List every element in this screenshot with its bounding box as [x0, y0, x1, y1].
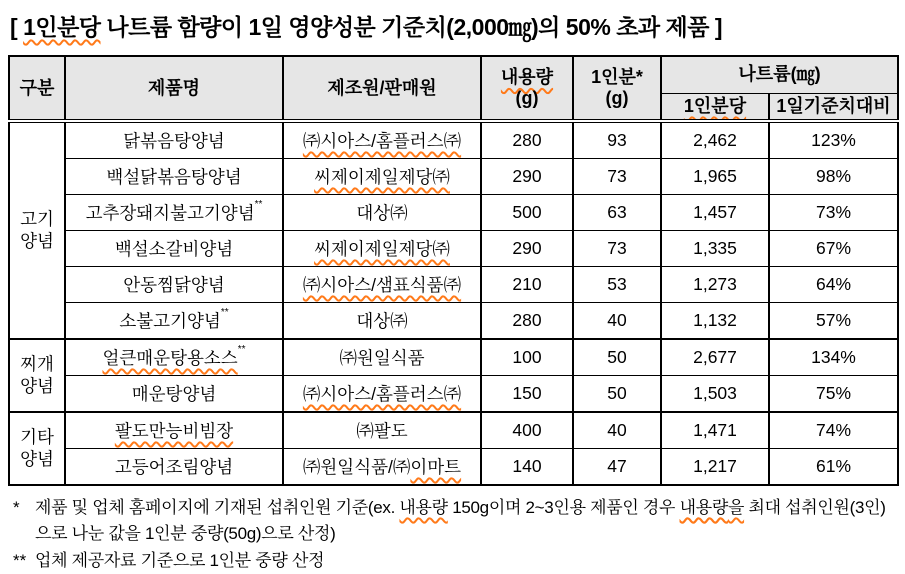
table-row: [9, 449, 898, 486]
maker-cell: 대상㈜: [283, 195, 481, 231]
table-row: [9, 121, 898, 159]
table-body: [9, 121, 898, 485]
sodium-cell: 1,471: [661, 412, 769, 449]
sodium-cell: 2,462: [661, 121, 769, 159]
table-row: [9, 376, 898, 413]
maker-cell: 대상㈜: [283, 303, 481, 340]
content-cell: 400: [481, 412, 573, 449]
serving-cell: 40: [573, 412, 661, 449]
ratio-cell: 64%: [769, 267, 898, 303]
serving-cell: 73: [573, 231, 661, 267]
serving-cell: 50: [573, 376, 661, 413]
sodium-cell: 1,335: [661, 231, 769, 267]
footnote-1-marker: *: [13, 498, 20, 517]
col-header-category: 구분: [9, 56, 65, 121]
footnotes: [8, 495, 897, 574]
ratio-cell: 98%: [769, 159, 898, 195]
col-header-content: [481, 56, 573, 121]
sodium-cell: 1,132: [661, 303, 769, 340]
footnote-2-marker: **: [13, 551, 27, 570]
product-cell: 소불고기양념**: [65, 303, 283, 340]
content-unit: (g): [515, 88, 539, 108]
product-cell: 매운탕양념: [65, 376, 283, 413]
content-cell: 210: [481, 267, 573, 303]
sodium-cell: 1,457: [661, 195, 769, 231]
col-header-maker: 제조원/판매원: [283, 56, 481, 121]
ratio-cell: 134%: [769, 339, 898, 376]
content-cell: 280: [481, 121, 573, 159]
sodium-cell: 1,503: [661, 376, 769, 413]
table-row: [9, 303, 898, 340]
table-row: [9, 267, 898, 303]
footnote-1: [8, 495, 897, 546]
table-row: [9, 231, 898, 267]
ratio-cell: 57%: [769, 303, 898, 340]
content-cell: 290: [481, 231, 573, 267]
product-cell: 팔도만능비빔장: [65, 412, 283, 449]
ratio-cell: 73%: [769, 195, 898, 231]
maker-cell: ㈜시아스/홈플러스㈜: [283, 376, 481, 413]
category-cell: 기타양념: [9, 412, 65, 485]
maker-cell: 씨제이제일제당㈜: [283, 159, 481, 195]
serving-label: 1인분*: [591, 67, 643, 88]
serving-cell: 73: [573, 159, 661, 195]
serving-cell: 53: [573, 267, 661, 303]
serving-cell: 40: [573, 303, 661, 340]
content-cell: 280: [481, 303, 573, 340]
ratio-cell: 74%: [769, 412, 898, 449]
category-cell: 찌개양념: [9, 339, 65, 412]
product-cell: 고추장돼지불고기양념**: [65, 195, 283, 231]
footnote-1-text: 제품 및 업체 홈페이지에 기재된 섭취인원 기준(ex. 내용량 150g이며 2~3인용 제품인 경우 내용량을 최대 섭취인원(3인)으로 나눈 값을 1인분 중량(50g)으로 산정): [35, 498, 886, 543]
footnote-2: [8, 548, 897, 574]
sodium-table: [8, 55, 899, 486]
col-header-product: 제품명: [65, 56, 283, 121]
maker-cell: ㈜시아스/샘표식품㈜: [283, 267, 481, 303]
col-header-sodium-group: 나트륨(㎎): [661, 56, 898, 93]
sodium-cell: 1,217: [661, 449, 769, 486]
maker-cell: ㈜시아스/홈플러스㈜: [283, 121, 481, 159]
col-header-serving: [573, 56, 661, 121]
col-header-sodium-vs-daily: 1일기준치대비: [769, 93, 898, 121]
product-footnote-marker: **: [220, 307, 229, 318]
product-cell: 고등어조림양념: [65, 449, 283, 486]
maker-cell: ㈜팔도: [283, 412, 481, 449]
maker-cell: 씨제이제일제당㈜: [283, 231, 481, 267]
serving-cell: 63: [573, 195, 661, 231]
footnote-2-text: 업체 제공자료 기준으로 1인분 중량 산정: [35, 551, 325, 570]
serving-unit: (g): [605, 88, 629, 108]
product-footnote-marker: **: [237, 344, 246, 355]
product-cell: 안동찜닭양념: [65, 267, 283, 303]
content-label: 내용량: [500, 67, 554, 88]
product-cell: 얼큰매운탕용소스**: [65, 339, 283, 376]
serving-cell: 47: [573, 449, 661, 486]
content-cell: 290: [481, 159, 573, 195]
maker-cell: ㈜원일식품/㈜이마트: [283, 449, 481, 486]
category-cell: 고기양념: [9, 121, 65, 339]
sodium-cell: 1,965: [661, 159, 769, 195]
ratio-cell: 61%: [769, 449, 898, 486]
table-row: [9, 159, 898, 195]
product-cell: 백설닭볶음탕양념: [65, 159, 283, 195]
table-row: [9, 412, 898, 449]
content-cell: 150: [481, 376, 573, 413]
table-row: [9, 339, 898, 376]
col-header-sodium-per-serving: 1인분당: [661, 93, 769, 121]
serving-cell: 93: [573, 121, 661, 159]
ratio-cell: 123%: [769, 121, 898, 159]
content-cell: 140: [481, 449, 573, 486]
table-row: [9, 195, 898, 231]
product-cell: 백설소갈비양념: [65, 231, 283, 267]
product-footnote-marker: **: [254, 199, 263, 210]
sodium-cell: 1,273: [661, 267, 769, 303]
content-cell: 100: [481, 339, 573, 376]
page-title: [ 1인분당 나트륨 함량이 1일 영양성분 기준치(2,000㎎)의 50% 초과 제품 ]: [10, 14, 723, 40]
ratio-cell: 67%: [769, 231, 898, 267]
content-cell: 500: [481, 195, 573, 231]
product-cell: 닭볶음탕양념: [65, 121, 283, 159]
maker-cell: ㈜원일식품: [283, 339, 481, 376]
sodium-cell: 2,677: [661, 339, 769, 376]
table-header: [9, 56, 898, 121]
ratio-cell: 75%: [769, 376, 898, 413]
serving-cell: 50: [573, 339, 661, 376]
